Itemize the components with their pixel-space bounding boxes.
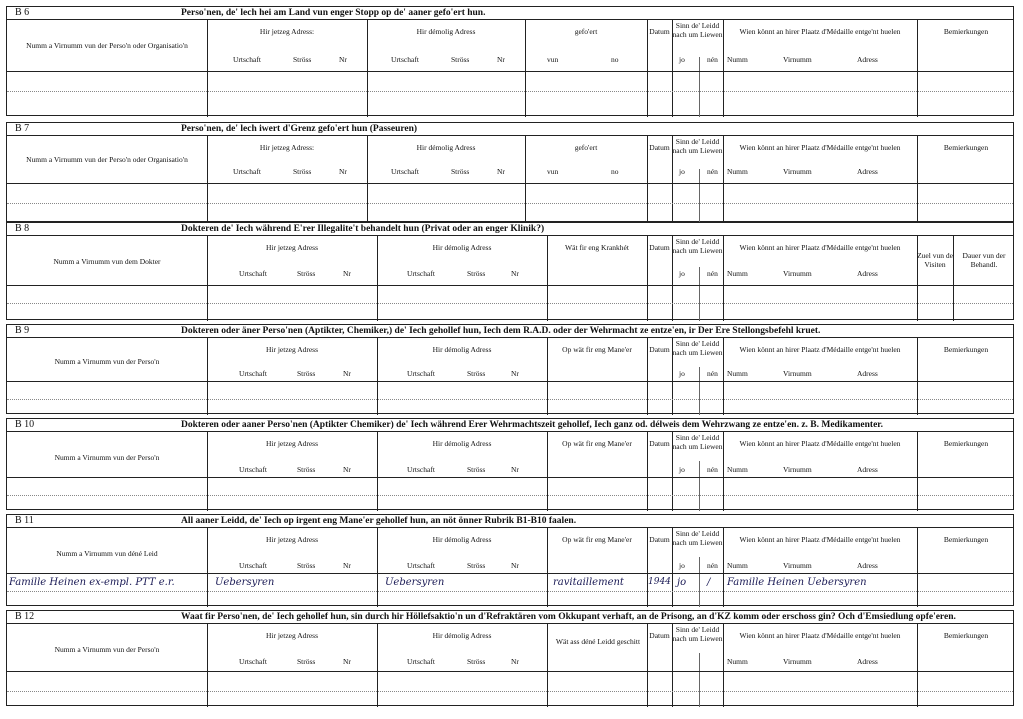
urtschaft-label: Urtschaft [239,657,267,666]
dauer-header: Dauer vun der Behandl. [962,251,1006,269]
maneer-header: Op wät fir eng Mane'er [562,535,632,544]
sinn-header: Sinn de' Leidd nach um Liewen [672,237,723,255]
medaille-header: Wien könnt an hirer Plaatz d'Médaille entge'nt huelen [739,143,901,152]
medaille-header: Wien könnt an hirer Plaatz d'Médaille entge'nt huelen [739,535,901,544]
section-b6 [6,6,1014,116]
stross-label: Ströss [293,55,312,64]
urtschaft-label: Urtschaft [239,369,267,378]
bemierkungen-header: Bemierkungen [943,631,989,640]
section-b11 [6,514,1014,606]
demolig-header: Hir démolig Adress [432,345,492,354]
adress-label: Adress [857,465,878,474]
nr-label: Nr [339,55,347,64]
bemierkungen-header: Bemierkungen [943,143,989,152]
stross-label: Ströss [297,269,316,278]
section-b10 [6,418,1014,510]
section-code: B 7 [15,123,30,134]
bemierkungen-header: Bemierkungen [943,535,989,544]
datum-header: Datum [649,439,670,448]
nen-label: nén [707,465,718,474]
nen-label: nén [707,55,718,64]
section-header [7,325,1013,338]
sinn-header: Sinn de' Leidd nach um Liewen [672,433,723,451]
virnumm-label: Virnumm [783,167,812,176]
section-header [7,419,1013,432]
no-label: no [611,55,619,64]
section-code: B 12 [15,611,35,622]
nen-label: nén [707,561,718,570]
section-b12 [6,610,1014,706]
section-title: Dokteren oder aaner Perso'nen (Aptikter Chemiker) de' Iech während Erer Wehrmachtszeit gehollef, Iech ganz od. délweis dem Wehrzwang ze entze'en. z. B. Medikamenter. [181,420,884,430]
zuel-header: Zuel vun de Visiten [917,251,953,269]
entry-medaille: Famille Heinen Uebersyren [727,577,867,588]
col-name-header: Numm a Virnumm vun der Perso'n [54,453,160,462]
section-header [7,611,1013,624]
vun-label: vun [547,55,559,64]
section-title: Dokteren oder äner Perso'nen (Aptikter, Chemiker,) de' Iech gehollef hun, Iech dem R.A.D. oder der Wehrmacht ze entze'en, ir Der Ere Stellongsbefehl kruet. [181,326,821,336]
nr-label: Nr [497,167,505,176]
entry-jo: jo [677,577,687,588]
sinn-header: Sinn de' Leidd nach um Liewen [672,137,723,155]
nr-label: Nr [511,269,519,278]
nen-label: nén [707,167,718,176]
bemierkungen-header: Bemierkungen [943,27,989,36]
sinn-header: Sinn de' Leidd nach um Liewen [672,339,723,357]
stross-label: Ströss [467,369,486,378]
adress-label: Adress [857,167,878,176]
bemierkungen-header: Bemierkungen [943,345,989,354]
demolig-header: Hir démolig Adress [432,439,492,448]
stross-label: Ströss [297,561,316,570]
bemierkungen-header: Bemierkungen [943,439,989,448]
jetzeg-header: Hir jetzeg Adress [265,535,319,544]
section-b9 [6,324,1014,414]
krankheet-header: Wät fir eng Krankhét [565,243,629,252]
sinn-header: Sinn de' Leidd nach um Liewen [672,529,723,547]
nr-label: Nr [343,657,351,666]
stross-label: Ströss [293,167,312,176]
urtschaft-label: Urtschaft [391,55,419,64]
stross-label: Ströss [297,465,316,474]
datum-header: Datum [649,535,670,544]
urtschaft-label: Urtschaft [391,167,419,176]
virnumm-label: Virnumm [783,269,812,278]
adress-label: Adress [857,269,878,278]
datum-header: Datum [649,243,670,252]
entry-demolig-urtschaft: Uebersyren [385,577,445,588]
stross-label: Ströss [451,167,470,176]
urtschaft-label: Urtschaft [233,55,261,64]
numm-label: Numm [727,561,748,570]
section-code: B 9 [15,325,30,336]
adress-label: Adress [857,657,878,666]
jo-label: jo [679,369,685,378]
virnumm-label: Virnumm [783,465,812,474]
section-code: B 11 [15,515,34,526]
col-name-header: Numm a Virnumm vun der Perso'n oder Organisatio'n [26,155,188,164]
medaille-header: Wien könnt an hirer Plaatz d'Médaille entge'nt huelen [739,439,901,448]
urtschaft-label: Urtschaft [407,465,435,474]
nr-label: Nr [343,369,351,378]
col-name-header: Numm a Virnumm vun déné Leid [56,549,158,558]
nr-label: Nr [511,369,519,378]
jo-label: jo [679,465,685,474]
numm-label: Numm [727,369,748,378]
entry-datum: 1944 [648,577,671,587]
entry-name: Famille Heinen ex-empl. PTT e.r. [9,577,175,588]
col-name-header: Numm a Virnumm vun der Perso'n [54,645,160,654]
jo-label: jo [679,269,685,278]
adress-label: Adress [857,561,878,570]
maneer-header: Op wät fir eng Mane'er [562,439,632,448]
numm-label: Numm [727,269,748,278]
demolig-header: Hir démolig Adress [432,535,492,544]
jetzeg-header: Hir jetzeg Adress [265,243,319,252]
nr-label: Nr [511,561,519,570]
numm-label: Numm [727,465,748,474]
jo-label: jo [679,167,685,176]
urtschaft-label: Urtschaft [233,167,261,176]
col-name-header: Numm a Virnumm vun der Perso'n [54,357,160,366]
section-title: Waat fir Perso'nen, de' Iech gehollef hun, sin durch hir Höllefsaktio'n un d'Refraktären vom Okkupant verhaft, an de Prisong, an d'KZ komm oder erschoss gin? Och d'Emsiedlung opfe'eren. [181,612,956,622]
urtschaft-label: Urtschaft [239,269,267,278]
section-header [7,7,1013,20]
entry-nen: / [707,577,711,588]
nr-label: Nr [343,465,351,474]
section-code: B 8 [15,223,30,234]
demolig-header: Hir démolig Adress [432,631,492,640]
nr-label: Nr [511,657,519,666]
section-b7 [6,122,1014,222]
datum-header: Datum [649,27,670,36]
demolig-header: Hir démolig Adress [416,143,476,152]
section-header [7,223,1013,236]
stross-label: Ströss [451,55,470,64]
nr-label: Nr [339,167,347,176]
gefoert-header: gefo'ert [574,143,598,152]
jetzeg-header: Hir jetzeg Adress: [259,143,315,152]
virnumm-label: Virnumm [783,561,812,570]
section-b8 [6,222,1014,320]
nr-label: Nr [497,55,505,64]
nen-label: nén [707,269,718,278]
entry-maneer: ravitaillement [553,577,624,588]
urtschaft-label: Urtschaft [239,465,267,474]
numm-label: Numm [727,657,748,666]
entry-jetzeg-urtschaft: Uebersyren [215,577,275,588]
section-header [7,515,1013,528]
nr-label: Nr [343,269,351,278]
col-name-header: Numm a Virnumm vun dem Dokter [53,257,161,266]
geschitt-header: Wät ass déné Leidd geschitt [555,637,641,646]
medaille-header: Wien könnt an hirer Plaatz d'Médaille entge'nt huelen [739,243,901,252]
jetzeg-header: Hir jetzeg Adress [265,345,319,354]
urtschaft-label: Urtschaft [407,369,435,378]
jo-label: jo [679,561,685,570]
nen-label: nén [707,369,718,378]
nr-label: Nr [511,465,519,474]
stross-label: Ströss [467,561,486,570]
urtschaft-label: Urtschaft [407,269,435,278]
stross-label: Ströss [297,369,316,378]
demolig-header: Hir démolig Adress [432,243,492,252]
vun-label: vun [547,167,559,176]
stross-label: Ströss [467,657,486,666]
section-header [7,123,1013,136]
maneer-header: Op wät fir eng Mane'er [562,345,632,354]
section-code: B 10 [15,419,35,430]
section-code: B 6 [15,7,30,18]
virnumm-label: Virnumm [783,369,812,378]
datum-header: Datum [649,631,670,640]
sinn-header: Sinn de' Leidd nach um Liewen [672,625,723,643]
section-title: All aaner Leidd, de' Iech op irgent eng Mane'er gehollef hun, an nöt önner Rubrik B1-B10 faalen. [181,516,577,526]
stross-label: Ströss [467,465,486,474]
numm-label: Numm [727,55,748,64]
datum-header: Datum [649,345,670,354]
jetzeg-header: Hir jetzeg Adress [265,439,319,448]
jetzeg-header: Hir jetzeg Adress [265,631,319,640]
virnumm-label: Virnumm [783,657,812,666]
section-title: Perso'nen, de' lech hei am Land vun enger Stopp op de' aaner gefo'ert hun. [181,8,486,18]
sinn-header: Sinn de' Leidd nach um Liewen [672,21,723,39]
medaille-header: Wien könnt an hirer Plaatz d'Médaille entge'nt huelen [739,345,901,354]
medaille-header: Wien könnt an hirer Plaatz d'Médaille entge'nt huelen [739,631,901,640]
urtschaft-label: Urtschaft [239,561,267,570]
col-name-header: Numm a Virnumm vun der Perso'n oder Organisatio'n [26,41,188,50]
numm-label: Numm [727,167,748,176]
adress-label: Adress [857,55,878,64]
medaille-header: Wien könnt an hirer Plaatz d'Médaille entge'nt huelen [739,27,901,36]
adress-label: Adress [857,369,878,378]
virnumm-label: Virnumm [783,55,812,64]
gefoert-header: gefo'ert [574,27,598,36]
urtschaft-label: Urtschaft [407,561,435,570]
demolig-header: Hir démolig Adress [416,27,476,36]
jo-label: jo [679,55,685,64]
no-label: no [611,167,619,176]
jetzeg-header: Hir jetzeg Adress: [259,27,315,36]
datum-header: Datum [649,143,670,152]
stross-label: Ströss [297,657,316,666]
section-title: Perso'nen, de' lech iwert d'Grenz gefo'ert hun (Passeuren) [181,124,418,134]
stross-label: Ströss [467,269,486,278]
section-title: Dokteren de' Iech während E'rer Illegalite't behandelt hun (Privat oder an enger Klinik?) [181,224,545,234]
urtschaft-label: Urtschaft [407,657,435,666]
nr-label: Nr [343,561,351,570]
